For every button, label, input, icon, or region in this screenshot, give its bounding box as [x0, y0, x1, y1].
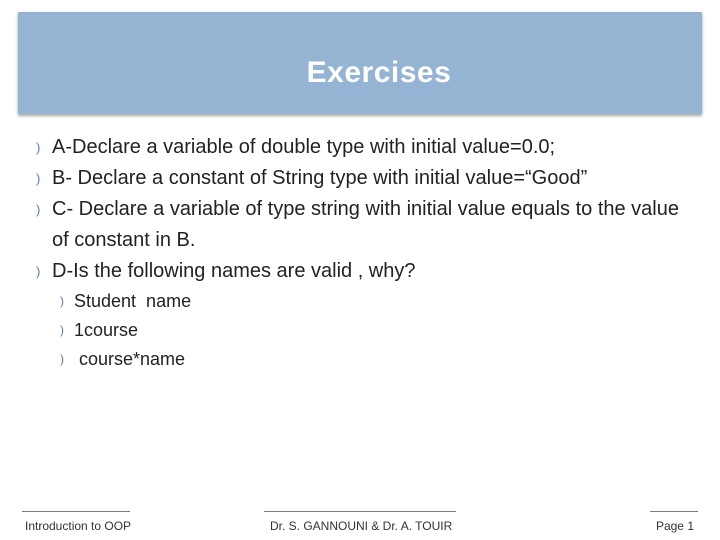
footer-divider: [650, 511, 698, 512]
list-item: [34, 132, 694, 163]
footer-divider: [22, 511, 130, 512]
slide-content: [34, 132, 694, 374]
footer-course: Introduction to OOP: [25, 519, 132, 533]
wifi-bullet-icon: ): [60, 352, 64, 366]
title-bar: [18, 12, 702, 114]
footer-divider: [264, 511, 456, 512]
footer-page-number: Page 1: [655, 519, 694, 533]
list-item-text: A-Declare a variable of double type with initial value=0.0;: [52, 136, 556, 158]
slide-title: Exercises: [306, 56, 452, 89]
wifi-bullet-icon: ): [60, 294, 64, 308]
sub-list-item: [34, 287, 694, 316]
sub-list-item: [34, 345, 694, 374]
sub-list-item-text: Student name: [74, 291, 192, 311]
sub-list-item: [34, 316, 694, 345]
list-item-text: C- Declare a variable of type string with initial value equals to the value of constant in B.: [52, 198, 679, 251]
wifi-bullet-icon: ): [60, 323, 64, 337]
list-item: [34, 256, 694, 287]
wifi-bullet-icon: ): [36, 140, 41, 155]
wifi-bullet-icon: ): [36, 202, 41, 217]
sub-list-item-text: course*name: [74, 349, 186, 369]
list-item: [34, 163, 694, 194]
list-item-text: D-Is the following names are valid , why?: [52, 260, 416, 282]
sub-list-item-text: 1course: [74, 320, 139, 340]
list-item: [34, 194, 694, 256]
footer-authors: Dr. S. GANNOUNI & Dr. A. TOUIR: [270, 519, 453, 533]
wifi-bullet-icon: ): [36, 264, 41, 279]
wifi-bullet-icon: ): [36, 171, 41, 186]
list-item-text: B- Declare a constant of String type with initial value=“Good”: [52, 167, 588, 189]
